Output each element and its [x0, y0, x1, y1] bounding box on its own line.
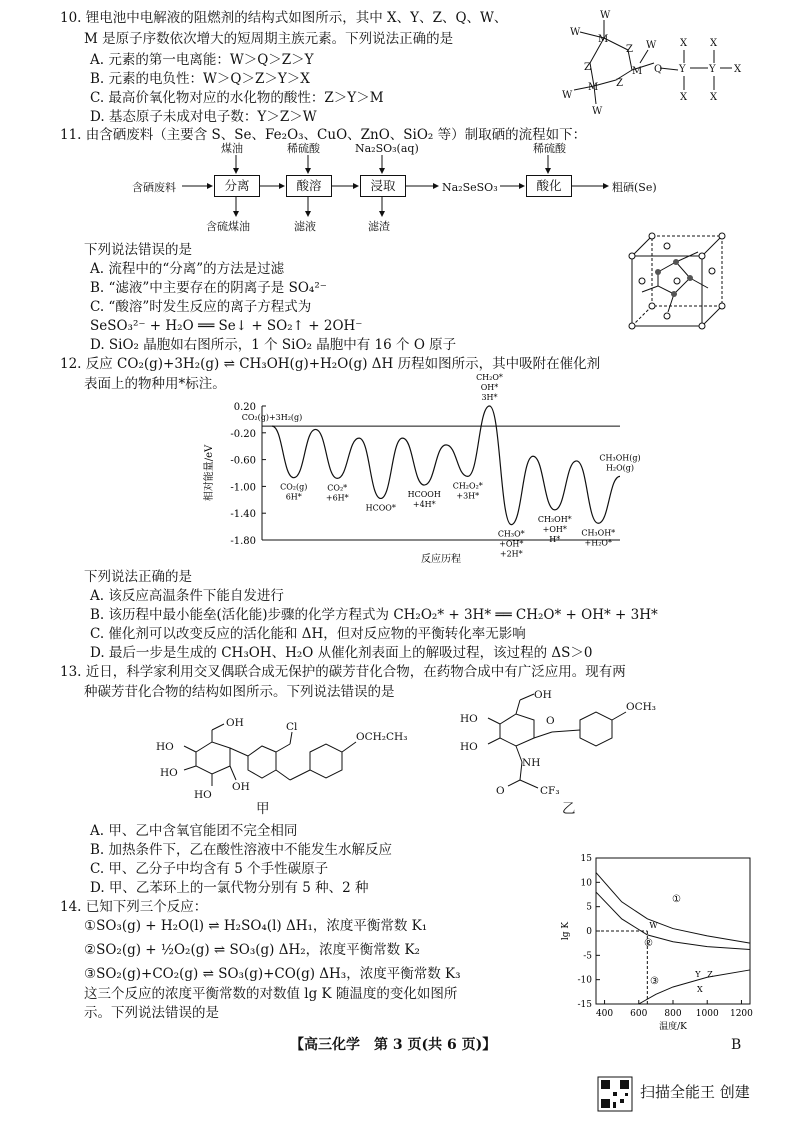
scanner-watermark: 扫描全能王 创建	[640, 1083, 750, 1101]
q13-option-d[interactable]: D. 甲、乙苯环上的一氯代物分别有 5 种、2 种	[90, 880, 369, 896]
q13-yi-ome: OCH₃	[626, 701, 657, 713]
q10-option-b[interactable]: B. 元素的电负性：W＞Q＞Z＞Y＞X	[90, 71, 310, 87]
species-label: +OH*	[499, 539, 524, 549]
q11-input-kerosene: 煤油	[221, 142, 243, 155]
q14-stem: 14. 已知下列三个反应：	[60, 899, 208, 915]
species-label: HCOO*	[365, 503, 396, 513]
x-tick-label: 1000	[695, 1009, 719, 1019]
point-label-z: Z	[707, 970, 713, 980]
q13-yi-carbonyl-o: O	[496, 785, 505, 797]
species-label: CO₂*	[327, 483, 348, 493]
q13-yi-ho2: HO	[460, 741, 478, 753]
species-label: HCOOH	[407, 490, 441, 500]
q11-box-acidify: 酸化	[526, 175, 572, 197]
q13-jia-ho2: HO	[160, 767, 178, 779]
q11-sio2-unit-cell	[628, 232, 728, 332]
species-label: CO₂(g)	[280, 482, 308, 492]
q10-atom-y1: Y	[679, 64, 686, 75]
species-label: +4H*	[412, 500, 436, 510]
q12-stem-line1: 12. 反应 CO₂(g)+3H₂(g) ⇌ CH₃OH(g)+H₂O(g) ΔH 历程如图所示，其中吸附在催化剂	[60, 356, 601, 372]
q13-yi-nh: NH	[522, 757, 541, 769]
q10-stem-line1: 10. 锂电池中电解液的阻燃剂的结构式如图所示，其中 X、Y、Z、Q、W、	[60, 10, 508, 26]
q13-option-c[interactable]: C. 甲、乙分子中均含有 5 个手性碳原子	[90, 861, 329, 877]
x-tick-label: 400	[595, 1009, 614, 1019]
q10-option-a[interactable]: A. 元素的第一电离能：W＞Q＞Z＞Y	[90, 52, 314, 68]
q10-atom-x4: X	[710, 92, 718, 103]
q11-box-separate: 分离	[214, 175, 260, 197]
q10-atom-w5: W	[592, 106, 603, 117]
q11-flow-arrows	[0, 0, 794, 240]
q11-option-c-equation: SeSO₃²⁻ + H₂O ══ Se↓ + SO₂↑ + 2OH⁻	[90, 318, 363, 334]
q11-intermediate: Na₂SeSO₃	[442, 181, 498, 194]
y-tick-label: -0.20	[230, 428, 256, 440]
x-tick-label: 800	[664, 1009, 682, 1019]
y-tick-label: -1.80	[230, 536, 256, 547]
y-tick-label: -1.00	[230, 482, 256, 494]
y-axis-label: lg K	[561, 921, 571, 941]
species-label: OH*	[480, 383, 499, 392]
q12-prompt: 下列说法正确的是	[84, 569, 192, 585]
species-label: H₂O(g)	[605, 463, 635, 473]
y-tick-label: 0.20	[233, 402, 256, 413]
q10-atom-x2: X	[710, 38, 718, 49]
q13-option-b[interactable]: B. 加热条件下，乙在酸性溶液中不能发生水解反应	[90, 842, 393, 858]
q10-atom-m2: M	[632, 66, 643, 77]
q11-option-c[interactable]: C. “酸溶”时发生反应的离子方程式为	[90, 299, 312, 315]
q11-input-na2so3: Na₂SO₃(aq)	[355, 142, 419, 155]
q13-jia-oh-top: OH	[226, 717, 244, 729]
species-label: CH₃OH*	[537, 514, 572, 524]
species-label: +2H*	[499, 549, 523, 559]
q11-prompt: 下列说法错误的是	[84, 242, 192, 258]
species-label: +3H*	[456, 491, 480, 501]
q13-jia-oet: OCH₂CH₃	[356, 731, 408, 743]
q13-structure-jia	[150, 704, 450, 804]
species-label: CO₂(g)+3H₂(g)	[241, 413, 303, 423]
q10-atom-z2: Z	[584, 62, 591, 73]
q10-atom-q: Q	[654, 64, 663, 75]
q11-stem: 11. 由含硒废料（主要含 S、Se、Fe₂O₃、CuO、ZnO、SiO₂ 等）制取硒的流程如下：	[60, 127, 587, 143]
q13-yi-oh-top: OH	[534, 689, 552, 701]
species-label: 3H*	[481, 393, 498, 402]
species-label: CH₃O*	[497, 529, 525, 539]
q11-start-material: 含硒废料	[132, 181, 176, 194]
q10-atom-w4: W	[562, 90, 573, 101]
series-line-1	[596, 873, 750, 944]
q14-text-line2: 示。下列说法错误的是	[84, 1005, 219, 1021]
q13-jia-ho3: HO	[194, 789, 212, 801]
q11-output-kerosene: 含硫煤油	[206, 220, 250, 233]
q14-reaction-2: ②SO₂(g) + ½O₂(g) ⇌ SO₃(g) ΔH₂，浓度平衡常数 K₂	[84, 942, 420, 958]
series-label-1: ①	[672, 894, 681, 905]
q13-yi-cf3: CF₃	[540, 785, 560, 797]
q13-jia-cl: Cl	[286, 721, 298, 733]
q10-stem-line2: M 是原子序数依次增大的短周期主族元素。下列说法正确的是	[84, 31, 454, 47]
series-label-2: ②	[644, 938, 653, 949]
point-label-y: Y	[695, 970, 701, 980]
y-tick-label: 10	[580, 878, 592, 889]
q13-jia-ho1: HO	[156, 741, 174, 753]
species-label: 6H*	[285, 492, 302, 502]
q10-atom-y2: Y	[709, 64, 716, 75]
q11-box-leach: 浸取	[360, 175, 406, 197]
q12-option-d[interactable]: D. 最后一步是生成的 CH₃OH、H₂O 从催化剂表面上的解吸过程，该过程的 ΔS＞0	[90, 645, 593, 661]
q10-atom-w2: W	[570, 27, 581, 38]
x-tick-label: 1200	[729, 1009, 753, 1019]
q13-stem-line1: 13. 近日，科学家利用交叉偶联合成无保护的碳芳苷化合物，在药物合成中有广泛应用。现有两	[60, 664, 626, 680]
point-label-x: X	[696, 984, 703, 994]
y-tick-label: 5	[586, 902, 592, 913]
q14-text-line1: 这三个反应的浓度平衡常数的对数值 lg K 随温度的变化如图所	[84, 986, 458, 1002]
q13-structure-yi	[460, 684, 700, 804]
y-axis-label: 相对能量/eV	[204, 444, 215, 502]
q10-atom-w1: W	[600, 10, 611, 21]
q12-stem-line2: 表面上的物种用*标注。	[84, 376, 226, 392]
q13-yi-ring-o: O	[546, 715, 555, 727]
q11-input-acid2: 稀硫酸	[533, 142, 566, 155]
q11-output-residue: 滤渣	[368, 220, 390, 233]
y-tick-label: -1.40	[230, 509, 256, 521]
q10-atom-x5: X	[734, 64, 742, 75]
q10-option-d[interactable]: D. 基态原子未成对电子数：Y＞Z＞W	[90, 109, 317, 125]
x-axis-label: 反应历程	[421, 554, 461, 565]
q14-lgk-temperature-chart	[560, 852, 760, 1032]
x-tick-label: 600	[630, 1009, 648, 1019]
y-tick-label: -0.60	[230, 455, 256, 467]
point-label-w: W	[649, 921, 658, 930]
energy-curve	[272, 406, 620, 525]
q11-box-acid-dissolve: 酸溶	[286, 175, 332, 197]
q10-atom-w3: W	[646, 40, 657, 51]
q12-energy-profile-chart	[190, 373, 641, 567]
q10-atom-z1: Z	[626, 44, 633, 55]
paper-version: B	[731, 1037, 742, 1053]
page-footer: 【高三化学 第 3 页(共 6 页)】	[290, 1037, 497, 1053]
species-label: +OH*	[542, 524, 567, 534]
species-label: CH₃OH(g)	[599, 453, 641, 463]
q12-option-c[interactable]: C. 催化剂可以改变反应的活化能和 ΔH，但对反应物的平衡转化率无影响	[90, 626, 526, 642]
q11-end-product: 粗硒(Se)	[612, 181, 657, 194]
q10-atom-x1: X	[680, 38, 688, 49]
species-label: +6H*	[325, 493, 349, 503]
y-tick-label: 0	[586, 927, 592, 937]
q14-reaction-3: ③SO₂(g)+CO₂(g) ⇌ SO₃(g)+CO(g) ΔH₃，浓度平衡常数 K₃	[84, 966, 461, 982]
species-label: CH₃OH*	[581, 528, 616, 538]
q12-option-b[interactable]: B. 该历程中最小能垒(活化能)步骤的化学方程式为 CH₂O₂* + 3H* ══ CH₂O* + OH* + 3H*	[90, 607, 658, 623]
q13-stem-line2: 种碳芳苷化合物的结构如图所示。下列说法错误的是	[84, 684, 395, 700]
q10-option-c[interactable]: C. 最高价氧化物对应的水化物的酸性：Z＞Y＞M	[90, 90, 384, 106]
species-label: CH₂O₂*	[452, 481, 483, 491]
q11-option-b[interactable]: B. “滤液”中主要存在的阴离子是 SO₄²⁻	[90, 280, 327, 296]
q11-output-filtrate: 滤液	[294, 220, 316, 233]
q11-option-a[interactable]: A. 流程中的“分离”的方法是过滤	[90, 261, 285, 277]
y-tick-label: -10	[577, 975, 592, 986]
q13-label-yi: 乙	[562, 801, 576, 817]
qr-code-icon	[598, 1077, 632, 1111]
q13-jia-oh-bottom: OH	[232, 781, 250, 793]
q10-atom-m1: M	[598, 34, 609, 45]
q13-label-jia: 甲	[256, 801, 270, 817]
q11-option-d[interactable]: D. SiO₂ 晶胞如右图所示，1 个 SiO₂ 晶胞中有 16 个 O 原子	[90, 337, 457, 353]
series-label-3: ③	[650, 976, 659, 987]
species-label: CH₂O*	[476, 373, 503, 382]
x-axis-label: 温度/K	[659, 1022, 687, 1032]
q13-option-a[interactable]: A. 甲、乙中含氧官能团不完全相同	[90, 823, 298, 839]
q14-reaction-1: ①SO₃(g) + H₂O(l) ⇌ H₂SO₄(l) ΔH₁，浓度平衡常数 K₁	[84, 918, 428, 934]
species-label: +H₂O*	[584, 538, 612, 548]
y-tick-label: 15	[580, 854, 592, 864]
q10-atom-z3: Z	[616, 78, 623, 89]
y-tick-label: -5	[583, 951, 592, 962]
y-tick-label: -15	[577, 1000, 592, 1010]
q13-yi-ho1: HO	[460, 713, 478, 725]
q10-atom-m3: M	[588, 82, 599, 93]
species-label: H*	[549, 534, 561, 544]
q10-atom-x3: X	[680, 92, 688, 103]
q11-input-acid1: 稀硫酸	[287, 142, 320, 155]
plot-frame	[596, 858, 750, 1004]
q12-option-a[interactable]: A. 该反应高温条件下能自发进行	[90, 588, 284, 604]
